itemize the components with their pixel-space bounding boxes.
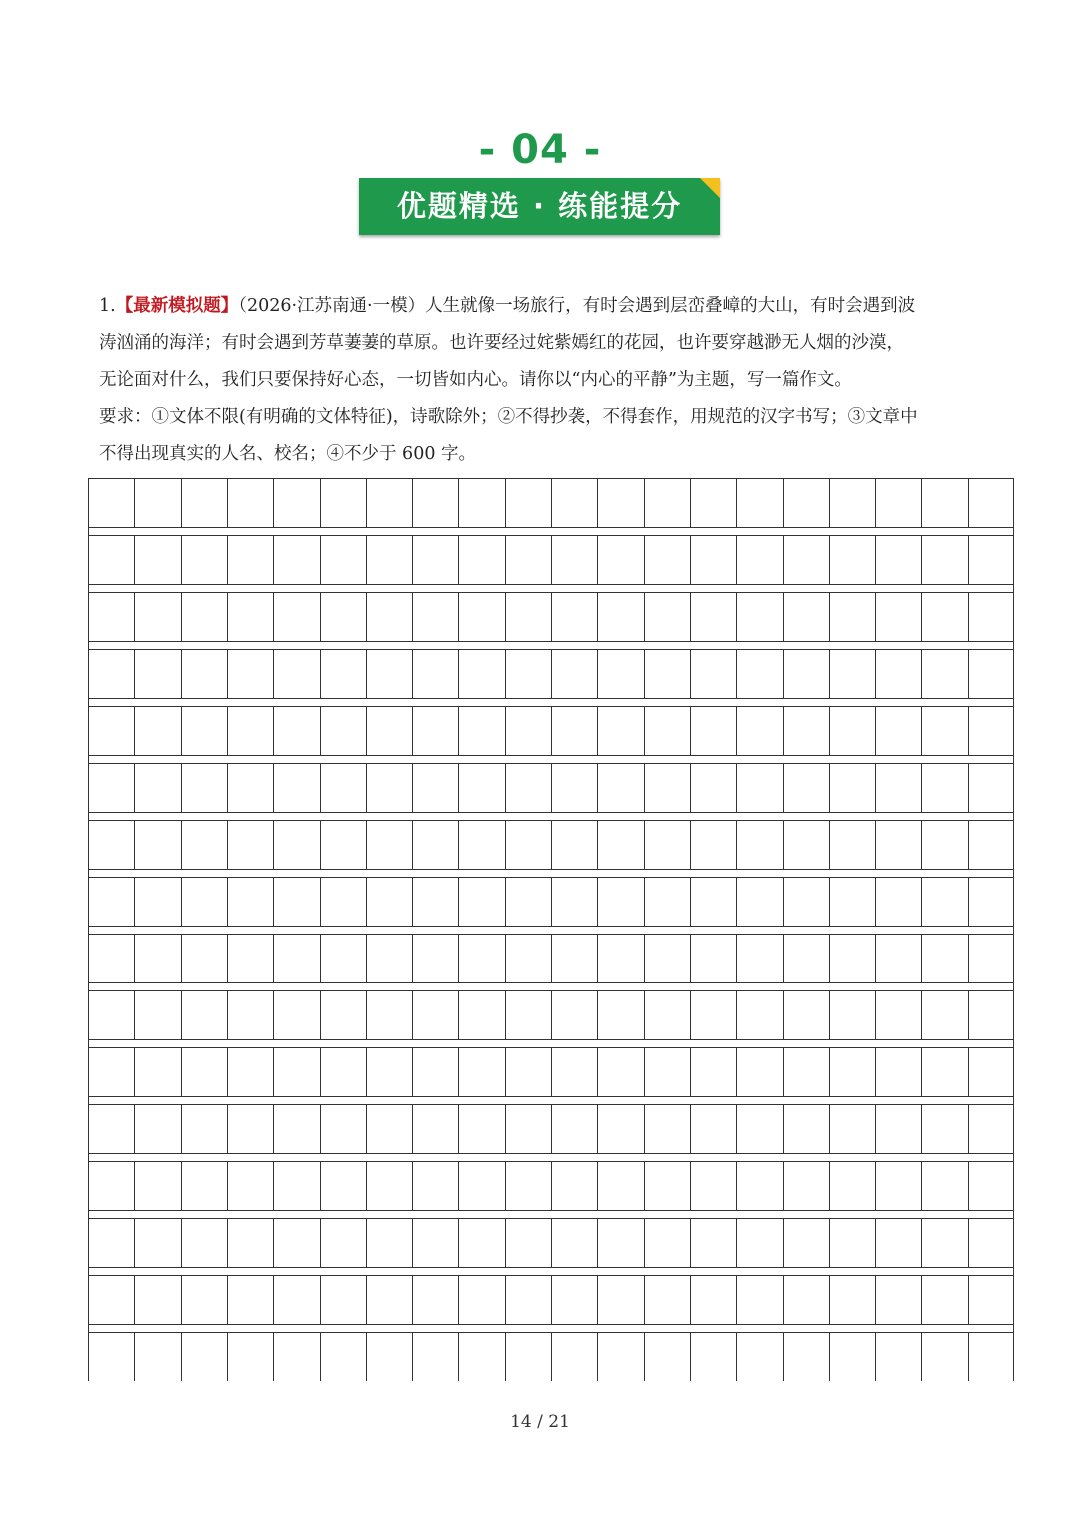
question-number: 1. [99, 296, 116, 316]
banner-title: 优题精选 · 练能提分 [396, 189, 683, 223]
page-number: 14 / 21 [510, 1412, 570, 1432]
question-block [99, 288, 989, 473]
writing-grid-lines [88, 478, 1014, 1381]
question-tag: 【最新模拟题】 [115, 296, 239, 316]
writing-grid[interactable] [88, 478, 1014, 1381]
section-banner [359, 178, 720, 235]
question-line-2: 涛汹涌的海洋；有时会遇到芳草萋萋的草原。也许要经过姹紫嫣红的花园，也许要穿越渺无人烟的沙漠， [99, 333, 904, 353]
question-line-3: 无论面对什么，我们只要保持好心态，一切皆如内心。请你以“内心的平静”为主题，写一篇作文。 [99, 370, 852, 390]
question-text-1: （2026·江苏南通·一模）人生就像一场旅行，有时会遇到层峦叠嶂的大山，有时会遇到波 [238, 296, 916, 316]
question-line-1 [99, 288, 989, 325]
requirements-line-1: 要求：①文体不限(有明确的文体特征)，诗歌除外；②不得抄袭，不得套作，用规范的汉字书写；③文章中 [99, 407, 918, 427]
section-number: - 04 - [478, 127, 602, 173]
requirements-line-2: 不得出现真实的人名、校名；④不少于 600 字。 [99, 444, 477, 464]
